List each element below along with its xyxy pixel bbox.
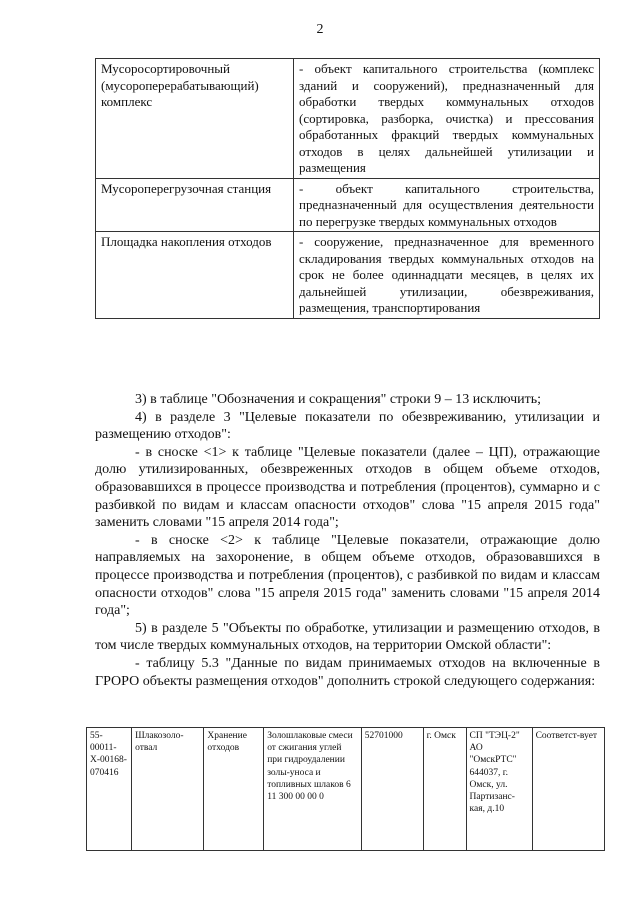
- facility-registry-number: 55-00011-Х-00168-070416: [87, 728, 132, 851]
- definition-text: - объект капитального строительства, предназначенный для осуществления деятельности по перегрузке твердых коммунальных отходов: [294, 178, 600, 232]
- paragraph: - таблицу 5.3 "Данные по видам принимаемых отходов на включенные в ГРОРО объекты размещения отходов" дополнить строкой следующего содержания:: [95, 655, 600, 689]
- locality: г. Омск: [423, 728, 466, 851]
- facility-name: Шлакозоло-отвал: [132, 728, 204, 851]
- compliance: Соответст-вует: [532, 728, 604, 851]
- paragraph: 4) в разделе 3 "Целевые показатели по обезвреживанию, утилизации и размещению отходов":: [95, 409, 600, 443]
- oktmo-code: 52701000: [361, 728, 423, 851]
- table-row: [96, 232, 600, 319]
- definition-text: - сооружение, предназначенное для временного складирования твердых коммунальных отходов на срок не более одиннадцати месяцев, в целях их дальнейшей утилизации, обезвреживания, размещения, транспортирования: [294, 232, 600, 319]
- paragraph: 3) в таблице "Обозначения и сокращения" строки 9 – 13 исключить;: [135, 392, 542, 407]
- definitions-table: [95, 58, 600, 319]
- table-row: [96, 59, 600, 179]
- table-row: [87, 728, 605, 851]
- definition-term: Мусоросортировочный (мусороперерабатывающий) комплекс: [96, 59, 294, 179]
- table-row: [96, 178, 600, 232]
- paragraph: 5) в разделе 5 "Объекты по обработке, утилизации и размещению отходов, в том числе твердых коммунальных отходов, на территории Омской области":: [95, 620, 600, 654]
- definition-term: Площадка накопления отходов: [96, 232, 294, 319]
- waste-facility-table: [86, 727, 605, 851]
- definition-text: - объект капитального строительства (комплекс зданий и сооружений), предназначенный для обработки твердых коммунальных отходов (сортировка, разборка, очистка) и прессования обработанных фракций твердых коммунальных отходов в целях дальнейшей утилизации и размещения: [294, 59, 600, 179]
- operator: СП "ТЭЦ-2" АО "ОмскРТС" 644037, г. Омск, ул. Партизанс-кая, д.10: [466, 728, 532, 851]
- facility-purpose: Хранение отходов: [204, 728, 264, 851]
- page-number: 2: [316, 22, 324, 37]
- waste-type: Золошлаковые смеси от сжигания углей при гидроудалении золы-уноса и топливных шлаков 6 11 300 00 00 0: [264, 728, 362, 851]
- amendments-text: [95, 391, 600, 690]
- paragraph: - в сноске <2> к таблице "Целевые показатели, отражающие долю направляемых на захоронение, в общем объеме отходов, образовавшихся в процессе производства и потребления (процентов), с разбивкой по видам и классам опасности отходов" слова "15 апреля 2015 года" заменить словами "15 апреля 2014 года";: [95, 532, 600, 619]
- paragraph: - в сноске <1> к таблице "Целевые показатели (далее – ЦП), отражающие долю утилизированных, обезвреженных отходов в общем объеме отходов, образовавшихся в процессе производства и потребления (процентов), суммарно и с разбивкой по видам и классам опасности отходов" слова "15 апреля 2015 года" заменить словами "15 апреля 2014 года";: [95, 444, 600, 531]
- definition-term: Мусороперегрузочная станция: [96, 178, 294, 232]
